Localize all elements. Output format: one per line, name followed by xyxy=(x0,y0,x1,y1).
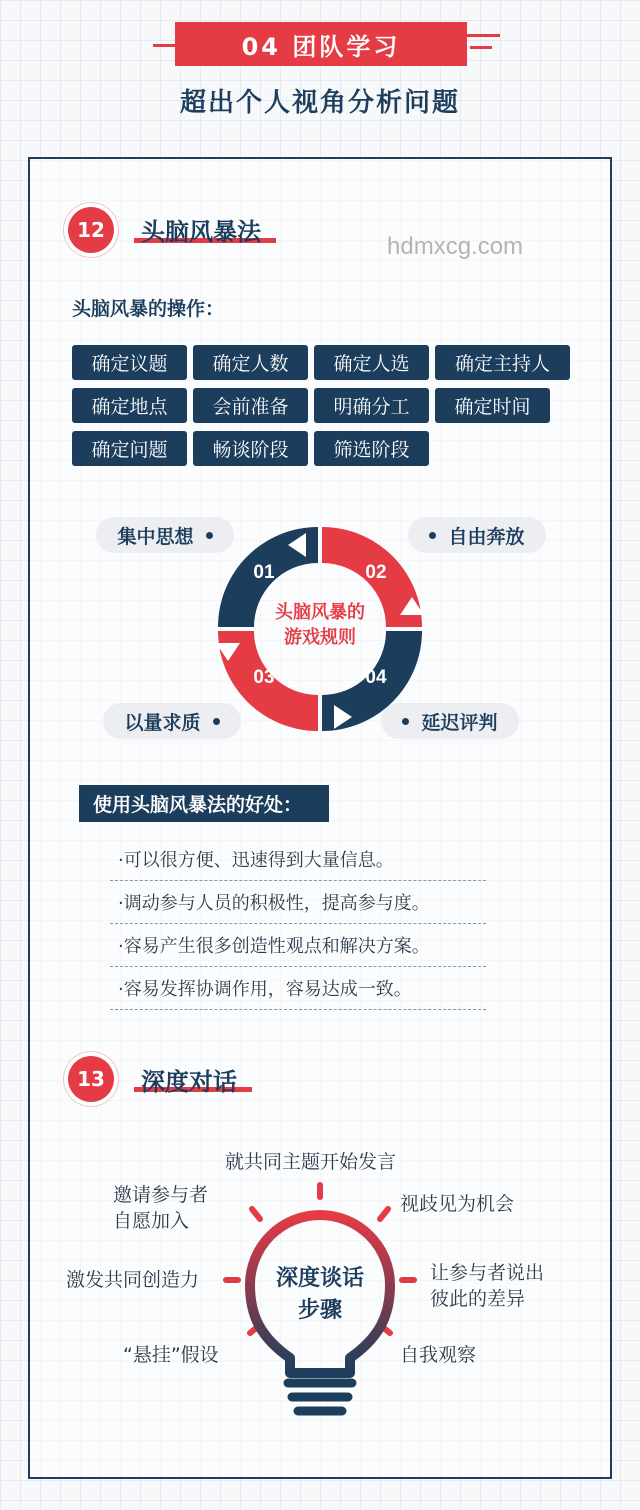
benefit-item: ·可以很方便、迅速得到大量信息。 xyxy=(110,838,486,881)
banner-decoration-right-2 xyxy=(470,46,492,49)
operation-tag: 确定人选 xyxy=(314,345,429,380)
cycle-step-number: 04 xyxy=(365,667,387,688)
bullet-dot xyxy=(429,532,436,539)
bulb-text-line-1: 深度谈话 xyxy=(275,1266,365,1291)
step-mid-right-line-2: 彼此的差异 xyxy=(430,1288,526,1310)
operation-tag: 确定地点 xyxy=(72,388,187,423)
operation-tag: 确定时间 xyxy=(435,388,550,423)
step-low-left: “悬挂”假设 xyxy=(123,1344,219,1366)
bullet-dot xyxy=(206,532,213,539)
operation-tag: 确定人数 xyxy=(193,345,308,380)
section-13-number-badge: 13 xyxy=(68,1056,114,1102)
cycle-step-number: 01 xyxy=(253,562,275,583)
operation-tag: 确定议题 xyxy=(72,345,187,380)
rule-pill-03 xyxy=(103,703,241,739)
rule-label: 延迟评判 xyxy=(421,711,498,734)
section-12-title: 头脑风暴法 xyxy=(141,218,261,246)
step-top: 就共同主题开始发言 xyxy=(225,1151,397,1173)
rule-label: 以量求质 xyxy=(124,711,201,734)
bulb-outline xyxy=(250,1215,390,1373)
section-13-title: 深度对话 xyxy=(141,1068,237,1096)
step-upper-left-line-1: 邀请参与者 xyxy=(113,1184,209,1206)
watermark: hdmxcg.com xyxy=(387,233,524,260)
operation-tag: 筛选阶段 xyxy=(314,431,429,466)
cycle-center-line-1: 头脑风暴的 xyxy=(275,602,365,623)
rule-pill-01 xyxy=(96,517,234,553)
lightbulb-diagram xyxy=(0,1175,640,1475)
chapter-banner: 04 团队学习 xyxy=(175,22,467,66)
bulb-text-line-2: 步骤 xyxy=(297,1298,343,1323)
rule-label: 自由奔放 xyxy=(448,525,525,548)
benefit-item: ·容易发挥协调作用，容易达成一致。 xyxy=(110,967,486,1010)
rule-pill-02 xyxy=(408,517,546,553)
cycle-step-number: 02 xyxy=(365,562,387,583)
bullet-dot xyxy=(213,718,220,725)
step-upper-right: 视歧见为机会 xyxy=(400,1193,515,1215)
step-mid-right-line-1: 让参与者说出 xyxy=(430,1262,545,1284)
bullet-dot xyxy=(402,718,409,725)
benefit-item: ·容易产生很多创造性观点和解决方案。 xyxy=(110,924,486,967)
operation-tag: 畅谈阶段 xyxy=(193,431,308,466)
step-upper-left-line-2: 自愿加入 xyxy=(113,1210,190,1232)
section-12-number-badge: 12 xyxy=(68,207,114,253)
cycle-step-number: 03 xyxy=(253,667,275,688)
benefit-item: ·调动参与人员的积极性，提高参与度。 xyxy=(110,881,486,924)
operation-tag: 会前准备 xyxy=(193,388,308,423)
operation-tag: 明确分工 xyxy=(314,388,429,423)
operation-tag: 确定问题 xyxy=(72,431,187,466)
page-subtitle: 超出个人视角分析问题 xyxy=(179,88,460,118)
step-low-right: 自我观察 xyxy=(400,1344,477,1366)
operations-label: 头脑风暴的操作： xyxy=(72,298,225,320)
step-mid-left: 激发共同创造力 xyxy=(66,1269,200,1291)
benefits-header: 使用头脑风暴法的好处： xyxy=(79,785,329,822)
operation-tag: 确定主持人 xyxy=(435,345,570,380)
bulb-base xyxy=(288,1383,352,1411)
cycle-center-line-2: 游戏规则 xyxy=(284,627,356,648)
rule-pill-04 xyxy=(381,703,519,739)
rule-label: 集中思想 xyxy=(117,525,194,548)
